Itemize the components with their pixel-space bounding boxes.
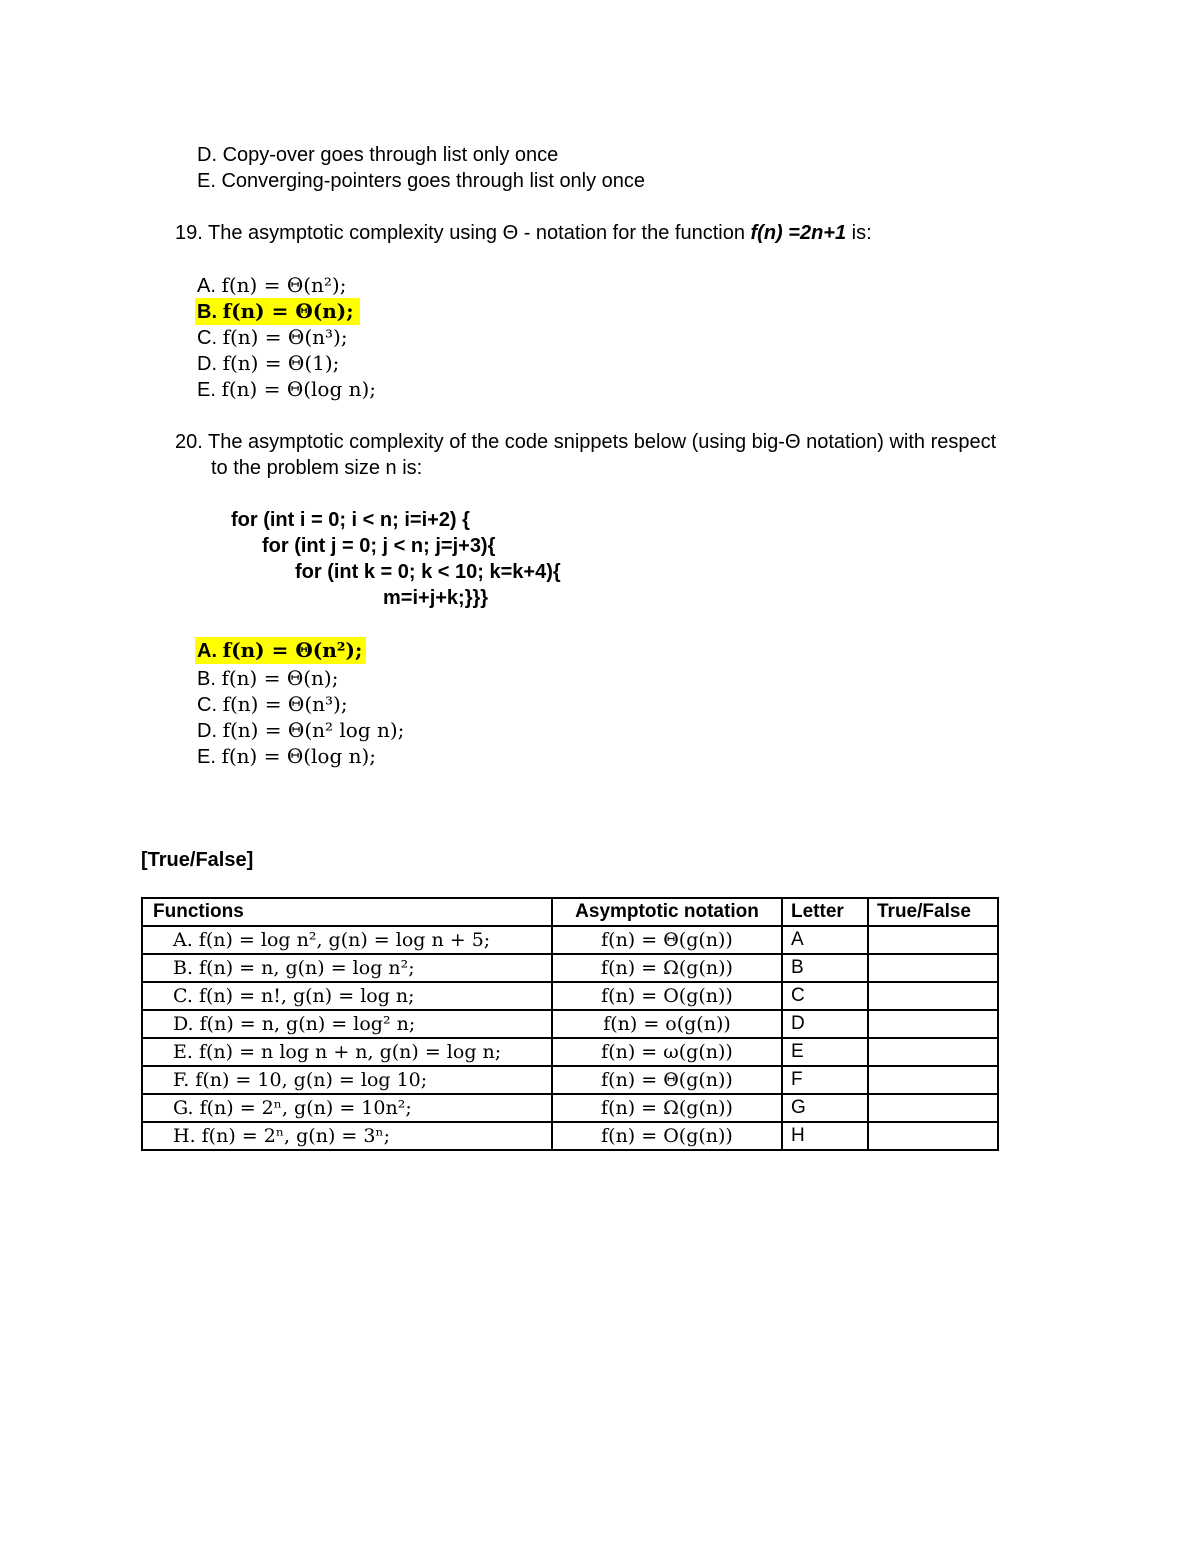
true-false-table xyxy=(141,897,999,1151)
option-letter: D. xyxy=(197,353,217,375)
prev-option-d xyxy=(197,142,558,168)
prev-option-e xyxy=(197,168,645,194)
function-cell: F. f(n) = 10, g(n) = log 10; xyxy=(142,1066,552,1094)
option-math: f(n) = Θ(n²); xyxy=(221,273,347,297)
letter-cell: H xyxy=(782,1122,868,1150)
table-row xyxy=(142,1010,998,1038)
letter-cell: D xyxy=(782,1010,868,1038)
notation-cell: f(n) = Ω(g(n)) xyxy=(552,954,782,982)
option-letter: E. xyxy=(197,379,216,401)
header-answer: True/False xyxy=(868,898,998,926)
q20-option-d xyxy=(197,717,404,744)
answer-cell[interactable] xyxy=(868,1122,998,1150)
notation-cell: f(n) = Θ(g(n)) xyxy=(552,926,782,954)
notation-cell: f(n) = Θ(g(n)) xyxy=(552,1066,782,1094)
code-line-2: for (int j = 0; j < n; j=j+3){ xyxy=(262,535,496,557)
function-cell: H. f(n) = 2ⁿ, g(n) = 3ⁿ; xyxy=(142,1122,552,1150)
letter-cell: F xyxy=(782,1066,868,1094)
notation-cell: f(n) = ω(g(n)) xyxy=(552,1038,782,1066)
option-math: f(n) = Θ(n²); xyxy=(222,638,363,662)
header-letter: Letter xyxy=(782,898,868,926)
notation-cell: f(n) = O(g(n)) xyxy=(552,1122,782,1150)
q20-option-c xyxy=(197,691,348,718)
option-math: f(n) = Θ(n³); xyxy=(222,325,348,349)
question-20-line2: to the problem size n is: xyxy=(211,457,423,479)
header-functions: Functions xyxy=(142,898,552,926)
option-text: Copy-over goes through list only once xyxy=(222,144,559,166)
question-function: f(n) =2n+1 xyxy=(750,222,847,244)
answer-cell[interactable] xyxy=(868,1094,998,1122)
code-line-4: m=i+j+k;}}} xyxy=(383,587,489,609)
letter-cell: G xyxy=(782,1094,868,1122)
header-notation: Asymptotic notation xyxy=(552,898,782,926)
answer-cell[interactable] xyxy=(868,1066,998,1094)
q19-option-b-highlighted xyxy=(195,298,360,325)
option-letter: C. xyxy=(197,694,217,716)
question-20 xyxy=(175,429,996,455)
table-row xyxy=(142,982,998,1010)
table-row xyxy=(142,1066,998,1094)
table-row xyxy=(142,1038,998,1066)
table-row xyxy=(142,1122,998,1150)
code-line-1: for (int i = 0; i < n; i=i+2) { xyxy=(231,509,470,531)
question-number: 20. xyxy=(175,431,203,453)
answer-cell[interactable] xyxy=(868,1010,998,1038)
function-cell: G. f(n) = 2ⁿ, g(n) = 10n²; xyxy=(142,1094,552,1122)
option-letter: B. xyxy=(197,301,217,323)
option-math: f(n) = Θ(n); xyxy=(221,666,339,690)
function-cell: A. f(n) = log n², g(n) = log n + 5; xyxy=(142,926,552,954)
option-letter: D. xyxy=(197,144,217,166)
table-header-row xyxy=(142,898,998,926)
q19-option-a xyxy=(197,272,346,299)
question-19 xyxy=(175,220,872,246)
table-row xyxy=(142,954,998,982)
notation-cell: f(n) = O(g(n)) xyxy=(552,982,782,1010)
q20-option-a-highlighted xyxy=(195,637,366,664)
option-math: f(n) = Θ(n² log n); xyxy=(222,718,405,742)
question-text: The asymptotic complexity using Θ - notation for the function xyxy=(208,222,745,244)
notation-cell: f(n) = o(g(n)) xyxy=(552,1010,782,1038)
question-number: 19. xyxy=(175,222,203,244)
question-suffix: is: xyxy=(851,222,872,244)
option-math: f(n) = Θ(1); xyxy=(222,351,340,375)
table-row xyxy=(142,926,998,954)
letter-cell: C xyxy=(782,982,868,1010)
section-heading: [True/False] xyxy=(141,849,254,871)
letter-cell: A xyxy=(782,926,868,954)
option-math: f(n) = Θ(n); xyxy=(222,299,354,323)
q19-option-e xyxy=(197,376,376,403)
answer-cell[interactable] xyxy=(868,982,998,1010)
q20-option-b xyxy=(197,665,338,692)
answer-cell[interactable] xyxy=(868,954,998,982)
table-row xyxy=(142,1094,998,1122)
option-text: Converging-pointers goes through list only once xyxy=(221,170,646,192)
function-cell: D. f(n) = n, g(n) = log² n; xyxy=(142,1010,552,1038)
notation-cell: f(n) = Ω(g(n)) xyxy=(552,1094,782,1122)
q19-option-c xyxy=(197,324,348,351)
option-math: f(n) = Θ(log n); xyxy=(221,377,377,401)
option-math: f(n) = Θ(n³); xyxy=(222,692,348,716)
q20-option-e xyxy=(197,743,376,770)
function-cell: E. f(n) = n log n + n, g(n) = log n; xyxy=(142,1038,552,1066)
function-cell: C. f(n) = n!, g(n) = log n; xyxy=(142,982,552,1010)
option-letter: E. xyxy=(197,170,216,192)
letter-cell: E xyxy=(782,1038,868,1066)
letter-cell: B xyxy=(782,954,868,982)
q19-option-d xyxy=(197,350,339,377)
question-text: The asymptotic complexity of the code snippets below (using big-Θ notation) with respect xyxy=(208,431,997,453)
option-letter: C. xyxy=(197,327,217,349)
function-cell: B. f(n) = n, g(n) = log n²; xyxy=(142,954,552,982)
answer-cell[interactable] xyxy=(868,926,998,954)
option-letter: A. xyxy=(197,640,217,662)
option-letter: D. xyxy=(197,720,217,742)
answer-cell[interactable] xyxy=(868,1038,998,1066)
option-math: f(n) = Θ(log n); xyxy=(221,744,377,768)
option-letter: B. xyxy=(197,668,216,690)
option-letter: A. xyxy=(197,275,216,297)
code-line-3: for (int k = 0; k < 10; k=k+4){ xyxy=(295,561,561,583)
option-letter: E. xyxy=(197,746,216,768)
